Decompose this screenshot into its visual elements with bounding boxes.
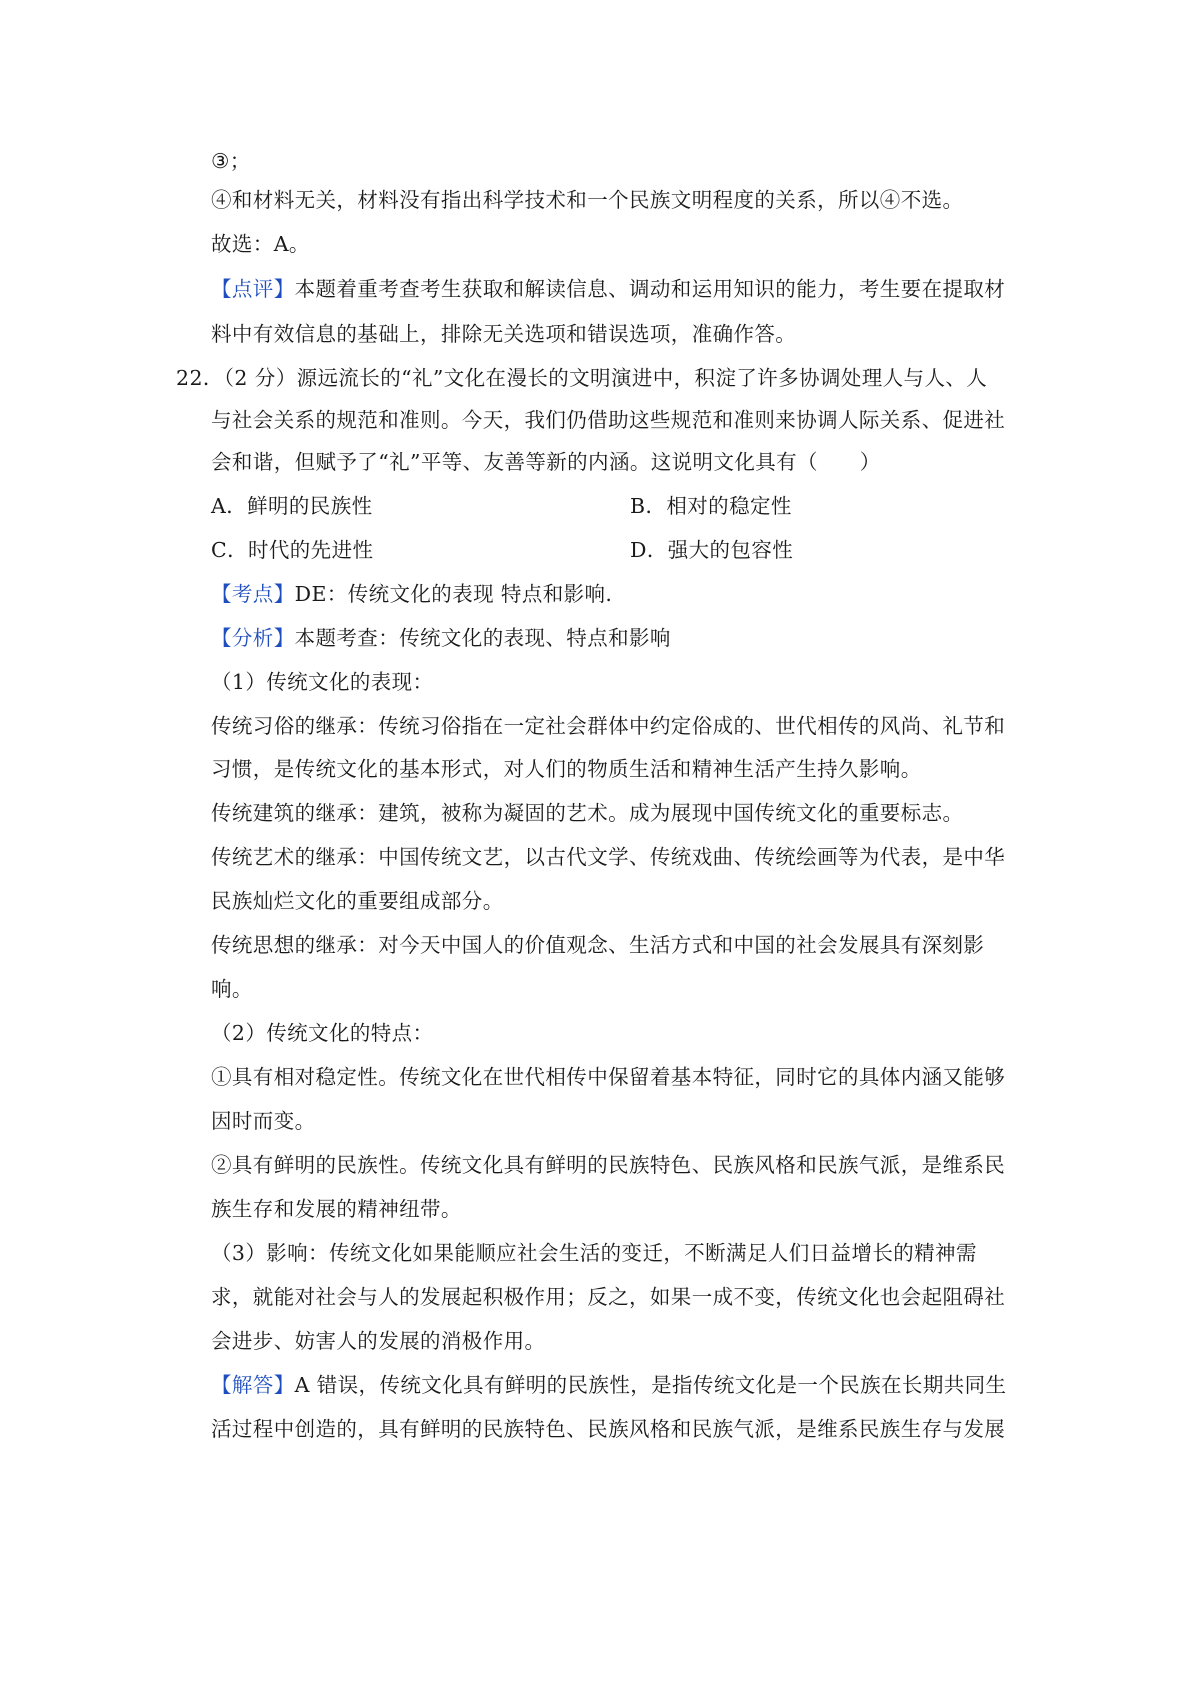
- section-1-item-b: 传统建筑的继承：建筑，被称为凝固的艺术。成为展现中国传统文化的重要标志。: [211, 801, 964, 825]
- option-d: D．强大的包容性: [630, 538, 794, 562]
- fenxi-text: 本题考查：传统文化的表现、特点和影响: [294, 626, 671, 650]
- option-b: B．相对的稳定性: [630, 494, 792, 518]
- prev-answer-line-3: ③；: [211, 149, 251, 173]
- kaodian-line: [211, 579, 1031, 609]
- option-c: C．时代的先进性: [211, 538, 374, 562]
- section-2-item-1-1: ①具有相对稳定性。传统文化在世代相传中保留着基本特征，同时它的具体内涵又能够: [211, 1065, 1006, 1089]
- comment-text-1: 本题着重考查考生获取和解读信息、调动和运用知识的能力，考生要在提取材: [294, 277, 1006, 301]
- section-1-item-a-2: 习惯，是传统文化的基本形式，对人们的物质生活和精神生活产生持久影响。: [211, 757, 922, 781]
- question-22-stem-line-3: 会和谐，但赋予了“礼”平等、友善等新的内涵。这说明文化具有（ ）: [211, 450, 881, 474]
- option-a: A．鲜明的民族性: [211, 494, 373, 518]
- jieda-tag: 【解答】: [211, 1373, 295, 1397]
- section-3-line-2: 求，就能对社会与人的发展起积极作用；反之，如果一成不变，传统文化也会起阻碍社: [211, 1285, 1006, 1309]
- fenxi-tag: 【分析】: [211, 626, 295, 650]
- section-1-title: （1）传统文化的表现：: [211, 670, 434, 694]
- jieda-text-1: A 错误，传统文化具有鲜明的民族性，是指传统文化是一个民族在长期共同生: [294, 1373, 1007, 1397]
- section-2-item-2-1: ②具有鲜明的民族性。传统文化具有鲜明的民族特色、民族风格和民族气派，是维系民: [211, 1153, 1006, 1177]
- section-1-item-d-1: 传统思想的继承：对今天中国人的价值观念、生活方式和中国的社会发展具有深刻影: [211, 933, 985, 957]
- jieda-line-1: [211, 1370, 1031, 1400]
- prev-comment-line-1: [211, 274, 1031, 304]
- section-1-item-a-1: 传统习俗的继承：传统习俗指在一定社会群体中约定俗成的、世代相传的风尚、礼节和: [211, 714, 1006, 738]
- jieda-line-2: 活过程中创造的，具有鲜明的民族特色、民族风格和民族气派，是维系民族生存与发展: [211, 1417, 1006, 1441]
- section-2-item-2-2: 族生存和发展的精神纽带。: [211, 1197, 462, 1221]
- prev-comment-line-2: 料中有效信息的基础上，排除无关选项和错误选项，准确作答。: [211, 322, 797, 346]
- question-22-stem-line-2: 与社会关系的规范和准则。今天，我们仍借助这些规范和准则来协调人际关系、促进社: [211, 408, 1006, 432]
- kaodian-tag: 【考点】: [211, 582, 295, 606]
- section-2-item-1-2: 因时而变。: [211, 1109, 316, 1133]
- section-2-title: （2）传统文化的特点：: [211, 1021, 434, 1045]
- comment-tag: 【点评】: [211, 277, 295, 301]
- kaodian-text: DE：传统文化的表现 特点和影响.: [294, 582, 613, 606]
- section-1-item-c-1: 传统艺术的继承：中国传统文艺，以古代文学、传统戏曲、传统绘画等为代表，是中华: [211, 845, 1006, 869]
- section-3-line-1: （3）影响：传统文化如果能顺应社会生活的变迁，不断满足人们日益增长的精神需: [211, 1241, 977, 1265]
- fenxi-line: [211, 623, 1031, 653]
- question-22-stem-line-1: 22．（2 分）源远流长的“礼”文化在漫长的文明演进中，积淀了许多协调处理人与人、人: [176, 366, 988, 390]
- prev-answer-line-4: ④和材料无关，材料没有指出科学技术和一个民族文明程度的关系，所以④不选。: [211, 188, 964, 212]
- section-1-item-d-2: 响。: [211, 977, 253, 1001]
- prev-answer-choice: 故选：A。: [211, 232, 310, 256]
- section-3-line-3: 会进步、妨害人的发展的消极作用。: [211, 1329, 546, 1353]
- section-1-item-c-2: 民族灿烂文化的重要组成部分。: [211, 889, 504, 913]
